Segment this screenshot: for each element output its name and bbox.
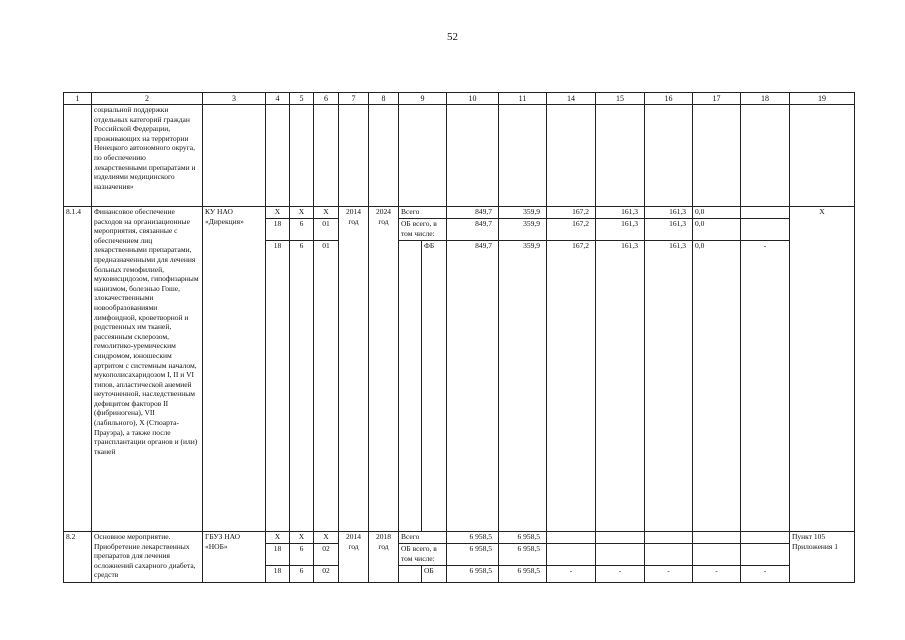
header-cell: 5 bbox=[290, 93, 314, 105]
header-cell: 4 bbox=[266, 93, 290, 105]
header-cell: 11 bbox=[499, 93, 547, 105]
value-cell: 0,0 bbox=[693, 241, 741, 532]
source-total: Всего bbox=[399, 207, 447, 219]
page-number: 52 bbox=[447, 31, 458, 43]
value-cell: - bbox=[741, 241, 790, 532]
value-cell: 161,3 bbox=[596, 207, 645, 219]
header-cell: 14 bbox=[547, 93, 596, 105]
table-row bbox=[64, 532, 855, 544]
header-cell: 8 bbox=[369, 93, 399, 105]
source-ob: ОБ всего, в том числе: bbox=[399, 219, 447, 241]
code-cell: 01 bbox=[314, 219, 339, 241]
value-cell: 161,3 bbox=[596, 219, 645, 241]
value-cell bbox=[596, 544, 645, 566]
measure-name: Основное мероприятие. Приобретение лекарственных препаратов для лечения осложнений сахарного диабета, средств bbox=[92, 532, 203, 583]
value-cell: 6 958,5 bbox=[499, 566, 547, 583]
code-cell: Х bbox=[266, 532, 290, 544]
header-cell: 2 bbox=[92, 93, 203, 105]
table-row bbox=[64, 207, 855, 219]
value-cell bbox=[741, 219, 790, 241]
value-cell: 161,3 bbox=[645, 219, 693, 241]
value-cell: - bbox=[645, 566, 693, 583]
value-cell bbox=[547, 532, 596, 544]
code-cell: 18 bbox=[266, 219, 290, 241]
code-cell: 02 bbox=[314, 566, 339, 583]
value-cell bbox=[645, 544, 693, 566]
measure-name: Финансовое обеспечение расходов на организационные мероприятия, связанные с обеспечением лиц лекарственными препаратами, предназначенными для лечения больных гемофилией, муковисцидозом, гипофизарным нанизмом, болезнью Гоше, злокачественными новообразованиями лимфоидной, кроветворной и родственных им тканей, рассеянным склерозом, гемолитико-уремическим синдромом, юношеским артритом с системным началом, мукополисахаридозом I, II и VI типов, апластической анемией неуточненной, наследственным дефицитом факторов II (фибриногена), VII (лабильного), X (Стюарта-Прауэра), а также после трансплантации органов и (или) тканей bbox=[92, 207, 203, 532]
value-cell: 161,3 bbox=[645, 207, 693, 219]
header-cell: 16 bbox=[645, 93, 693, 105]
value-cell: 6 958,5 bbox=[499, 532, 547, 544]
code-cell: 6 bbox=[290, 566, 314, 583]
value-cell bbox=[645, 532, 693, 544]
code-cell: Х bbox=[290, 207, 314, 219]
code-cell: 6 bbox=[290, 219, 314, 241]
value-cell: - bbox=[741, 566, 790, 583]
program-table bbox=[63, 92, 855, 583]
header-cell: 3 bbox=[203, 93, 266, 105]
value-cell: 359,9 bbox=[499, 241, 547, 532]
source-fb: ФБ bbox=[424, 241, 435, 250]
source-ob: ОБ всего, в том числе: bbox=[399, 544, 447, 566]
value-cell: 161,3 bbox=[645, 241, 693, 532]
table-row bbox=[64, 105, 855, 207]
value-cell: 161,3 bbox=[596, 241, 645, 532]
code-cell: 18 bbox=[266, 566, 290, 583]
value-cell: 6 958,5 bbox=[447, 566, 499, 583]
end-year: 2018 год bbox=[369, 532, 399, 583]
code-cell: 01 bbox=[314, 241, 339, 532]
code-cell: 6 bbox=[290, 241, 314, 532]
value-cell: 849,7 bbox=[447, 207, 499, 219]
header-cell: 10 bbox=[447, 93, 499, 105]
value-cell: 0,0 bbox=[693, 219, 741, 241]
measure-executor: КУ НАО «Дирекция» bbox=[203, 207, 266, 532]
value-cell: 6 958,5 bbox=[447, 532, 499, 544]
value-cell bbox=[741, 532, 790, 544]
value-cell bbox=[693, 544, 741, 566]
note-cell: Пункт 105 Приложения 1 bbox=[790, 532, 855, 583]
header-cell: 19 bbox=[790, 93, 855, 105]
measure-number: 8.2 bbox=[64, 532, 92, 583]
value-cell: - bbox=[596, 566, 645, 583]
code-cell: 6 bbox=[290, 544, 314, 566]
start-year: 2014 год bbox=[339, 532, 369, 583]
code-cell: Х bbox=[266, 207, 290, 219]
header-cell: 1 bbox=[64, 93, 92, 105]
header-cell: 17 bbox=[693, 93, 741, 105]
value-cell: 167,2 bbox=[547, 207, 596, 219]
measure-number: 8.1.4 bbox=[64, 207, 92, 532]
value-cell: 6 958,5 bbox=[499, 544, 547, 566]
value-cell bbox=[741, 207, 790, 219]
code-cell: Х bbox=[314, 207, 339, 219]
value-cell: - bbox=[547, 566, 596, 583]
header-cell: 7 bbox=[339, 93, 369, 105]
header-row bbox=[64, 93, 855, 105]
value-cell: 849,7 bbox=[447, 219, 499, 241]
value-cell: 6 958,5 bbox=[447, 544, 499, 566]
value-cell: 849,7 bbox=[447, 241, 499, 532]
value-cell: 359,9 bbox=[499, 219, 547, 241]
value-cell: 167,2 bbox=[547, 219, 596, 241]
code-cell: 02 bbox=[314, 544, 339, 566]
value-cell bbox=[693, 532, 741, 544]
header-cell: 15 bbox=[596, 93, 645, 105]
value-cell: 167,2 bbox=[547, 241, 596, 532]
source-ob-short: ОБ bbox=[424, 566, 434, 575]
value-cell: 359,9 bbox=[499, 207, 547, 219]
code-cell: 18 bbox=[266, 241, 290, 532]
measure-executor: ГБУЗ НАО «НОБ» bbox=[203, 532, 266, 583]
measure-name: социальной поддержки отдельных категорий граждан Российской Федерации, проживающих на территории Ненецкого автономного округа, по обеспечению лекарственными препаратами и изделиями медицинского назначения» bbox=[92, 105, 203, 207]
header-cell: 9 bbox=[399, 93, 447, 105]
code-cell: 18 bbox=[266, 544, 290, 566]
code-cell: Х bbox=[290, 532, 314, 544]
start-year: 2014 год bbox=[339, 207, 369, 532]
value-cell bbox=[741, 544, 790, 566]
header-cell: 6 bbox=[314, 93, 339, 105]
header-cell: 18 bbox=[741, 93, 790, 105]
value-cell: - bbox=[693, 566, 741, 583]
note-cell: Х bbox=[790, 207, 855, 532]
value-cell bbox=[547, 544, 596, 566]
end-year: 2024 год bbox=[369, 207, 399, 532]
value-cell: 0,0 bbox=[693, 207, 741, 219]
source-total: Всего bbox=[399, 532, 447, 544]
value-cell bbox=[596, 532, 645, 544]
code-cell: Х bbox=[314, 532, 339, 544]
